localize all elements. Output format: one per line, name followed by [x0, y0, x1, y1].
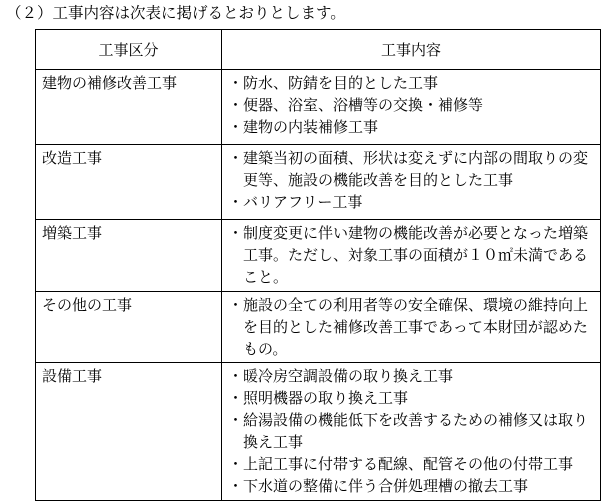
construction-work-table — [35, 29, 601, 501]
item-text: 上記工事に付帯する配線、配管その他の付帯工事 — [243, 455, 574, 473]
list-item — [228, 191, 596, 213]
item-text: 施設の全ての利用者等の安全確保、環境の維持向上を目的とした補修改善工事であって本財団が認めたもの。 — [243, 296, 589, 358]
item-text: 給湯設備の機能低下を改善するための補修又は取り換え工事 — [243, 411, 589, 451]
bullet: ・ — [228, 74, 244, 92]
header-category: 工事区分 — [36, 30, 222, 70]
row-category: 改造工事 — [36, 145, 222, 220]
item-text: 防水、防錆を目的とした工事 — [243, 74, 439, 92]
item-text: バリアフリー工事 — [243, 193, 363, 211]
bullet: ・ — [228, 296, 244, 314]
row-category: その他の工事 — [36, 292, 222, 363]
list-item — [228, 365, 596, 387]
bullet: ・ — [228, 389, 244, 407]
list-item — [228, 72, 596, 94]
item-text: 建築当初の面積、形状は変えずに内部の間取りの変更等、施設の機能改善を目的とした工事 — [243, 149, 589, 189]
bullet: ・ — [228, 411, 244, 429]
section-heading: （２）工事内容は次表に掲げるとおりとします。 — [6, 4, 346, 22]
table-row — [36, 363, 601, 501]
table-row — [36, 220, 601, 292]
list-item — [228, 147, 596, 191]
bullet: ・ — [228, 149, 244, 167]
row-items — [222, 70, 601, 145]
row-category: 建物の補修改善工事 — [36, 70, 222, 145]
list-item — [228, 94, 596, 116]
table-row — [36, 145, 601, 220]
item-text: 照明機器の取り換え工事 — [243, 389, 409, 407]
bullet: ・ — [228, 193, 244, 211]
bullet: ・ — [228, 477, 244, 495]
list-item — [228, 294, 596, 360]
row-category: 増築工事 — [36, 220, 222, 292]
list-item — [228, 116, 596, 138]
row-items — [222, 292, 601, 363]
item-text: 暖冷房空調設備の取り換え工事 — [243, 367, 454, 385]
list-item — [228, 387, 596, 409]
row-items — [222, 145, 601, 220]
item-text: 下水道の整備に伴う合併処理槽の撤去工事 — [243, 477, 529, 495]
list-item — [228, 409, 596, 453]
list-item — [228, 222, 596, 288]
item-text: 制度変更に伴い建物の機能改善が必要となった増築工事。ただし、対象工事の面積が１０㎡未満であること。 — [243, 224, 589, 286]
item-text: 建物の内装補修工事 — [243, 118, 379, 136]
header-content: 工事内容 — [222, 30, 601, 70]
item-text: 便器、浴室、浴槽等の交換・補修等 — [243, 96, 484, 114]
table-header-row — [36, 30, 601, 70]
row-category: 設備工事 — [36, 363, 222, 501]
list-item — [228, 453, 596, 475]
bullet: ・ — [228, 224, 244, 242]
row-items — [222, 363, 601, 501]
row-items — [222, 220, 601, 292]
list-item — [228, 475, 596, 497]
bullet: ・ — [228, 367, 244, 385]
bullet: ・ — [228, 118, 244, 136]
table-row — [36, 292, 601, 363]
table-row — [36, 70, 601, 145]
bullet: ・ — [228, 455, 244, 473]
bullet: ・ — [228, 96, 244, 114]
